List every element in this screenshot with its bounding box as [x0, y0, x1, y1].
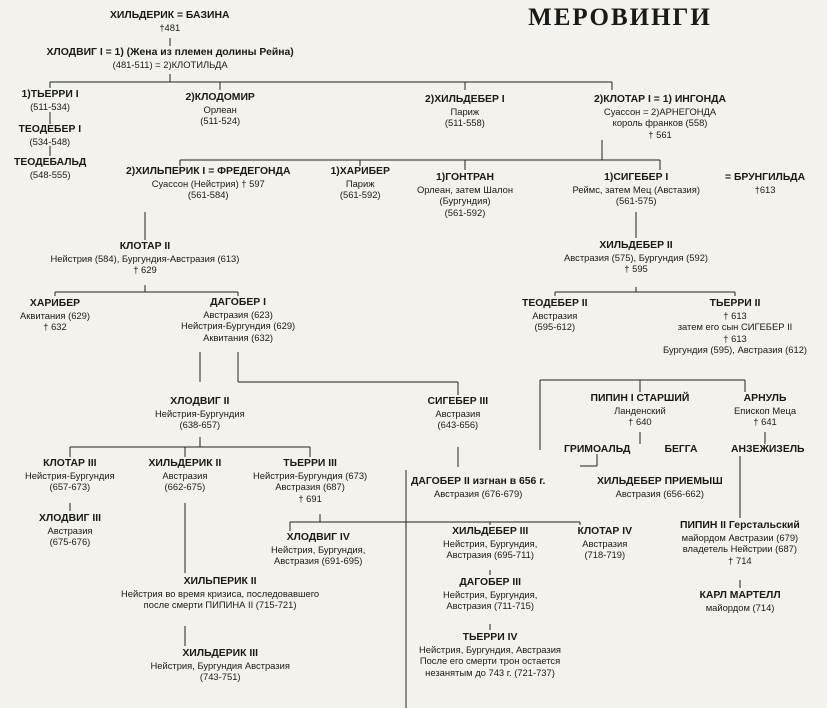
person-detail: Нейстрия-Бургундия (629) — [181, 320, 296, 332]
person-detail: † 691 — [298, 492, 322, 504]
person-detail: (561-592) — [339, 189, 381, 201]
person-dagober1 — [181, 297, 295, 343]
person-detail: Австразия — [162, 469, 208, 481]
person-detail: Австразия — [532, 309, 578, 321]
person-hilderik3 — [151, 648, 290, 683]
person-name: ХИЛЬДЕРИК = БАЗИНА — [110, 10, 230, 21]
person-teodeber1 — [19, 124, 82, 147]
person-detail: (743-751) — [199, 671, 241, 683]
person-name: ТЬЕРРИ II — [709, 298, 761, 309]
person-detail: Ланденский — [614, 404, 666, 416]
person-name: ДАГОБЕР I — [210, 297, 266, 308]
person-anzegizel — [731, 444, 805, 456]
person-hildeber3 — [443, 526, 537, 561]
person-name: 2)КЛОТАР I = 1) ИНГОНДА — [594, 94, 727, 105]
person-detail: (548-555) — [29, 168, 71, 180]
person-detail: † 613 — [723, 332, 747, 344]
person-name: ТЕОДЕБАЛЬД — [14, 157, 87, 168]
person-name: ХЛОДВИГ IV — [286, 532, 350, 543]
person-detail: (561-575) — [615, 195, 657, 207]
person-detail: Нейстрия, Бургундия, — [443, 588, 538, 600]
person-teodebald — [14, 157, 86, 180]
person-detail: † 640 — [628, 416, 652, 428]
person-detail: †613 — [754, 183, 776, 195]
person-detail: Австразия (623) — [203, 308, 273, 320]
person-detail: майордом (714) — [705, 601, 775, 613]
person-detail: (Бургундия) — [439, 195, 491, 207]
person-detail: (675-676) — [49, 536, 91, 548]
person-arnul — [734, 393, 796, 428]
person-name: ХИЛЬДЕБЕР III — [452, 526, 529, 537]
person-detail: Австразия — [582, 537, 628, 549]
person-name: ХЛОДВИГ I = 1) (Жена из племен долины Рейна) — [46, 47, 294, 58]
person-hlodomir — [186, 92, 255, 127]
person-detail: (643-656) — [437, 419, 479, 431]
person-hildeber1 — [425, 94, 505, 129]
person-hlotar1 — [594, 94, 726, 140]
person-detail: (657-673) — [49, 481, 91, 493]
person-name: ХИЛЬДЕРИК II — [148, 458, 222, 469]
person-detail: затем его сын СИГЕБЕР II — [677, 321, 793, 333]
person-name: КАРЛ МАРТЕЛЛ — [699, 590, 781, 601]
person-hilderik1 — [110, 10, 230, 33]
person-detail: Нейстрия во время кризиса, последовавшего — [121, 587, 320, 599]
person-detail: Орлеан — [203, 103, 237, 115]
person-hlodvig3 — [39, 513, 101, 548]
person-detail: (638-657) — [179, 419, 221, 431]
person-detail: (481-511) = 2)КЛОТИЛЬДА — [112, 58, 228, 70]
person-hlotar2 — [51, 241, 240, 276]
person-detail: † 629 — [133, 264, 157, 276]
person-name: АРНУЛЬ — [743, 393, 787, 404]
person-tierri4 — [419, 632, 561, 678]
person-name: ХИЛЬПЕРИК II — [183, 576, 257, 587]
person-begga — [665, 444, 698, 456]
person-detail: Бургундия (595), Австразия (612) — [663, 344, 808, 356]
person-detail: (561-592) — [444, 206, 486, 218]
person-haribert — [331, 166, 390, 201]
person-detail: (534-548) — [29, 135, 71, 147]
person-detail: Епископ Меца — [734, 404, 797, 416]
person-detail: Австразия (687) — [275, 481, 345, 493]
person-name: КЛОТАР III — [43, 458, 97, 469]
person-detail: (561-584) — [187, 189, 229, 201]
person-name: ХИЛЬДЕБЕР II — [599, 240, 673, 251]
person-name: ХАРИБЕР — [29, 298, 81, 309]
person-hlodvig1 — [47, 47, 294, 70]
person-detail: Аквитания (632) — [203, 331, 274, 343]
person-detail: владетель Нейстрии (687) — [682, 543, 798, 555]
person-name: ХЛОДВИГ III — [39, 513, 101, 524]
person-detail: король франков (558) — [612, 117, 708, 129]
person-detail: Париж — [450, 105, 480, 117]
person-detail: † 714 — [728, 554, 752, 566]
person-detail: Австразия (575), Бургундия (592) — [564, 251, 709, 263]
person-name: ХЛОДВИГ II — [170, 396, 230, 407]
person-hlotar4 — [578, 526, 633, 561]
person-name: ТЬЕРРИ III — [283, 458, 337, 469]
person-detail: Нейстрия-Бургундия — [25, 469, 115, 481]
person-name: КЛОТАР II — [119, 241, 171, 252]
person-name: ДАГОБЕР II изгнан в 656 г. — [411, 476, 546, 487]
person-name: ХИЛЬДЕРИК III — [182, 648, 259, 659]
person-detail: † 641 — [753, 416, 777, 428]
person-name: КЛОТАР IV — [577, 526, 633, 537]
person-detail: Париж — [345, 177, 375, 189]
person-detail: Австразия — [47, 524, 93, 536]
person-detail: † 613 — [723, 309, 747, 321]
person-detail: † 595 — [624, 263, 648, 275]
person-name: 1)ГОНТРАН — [436, 172, 494, 183]
person-detail: после смерти ПИПИНА II (715-721) — [143, 599, 297, 611]
person-detail: Австразия (695-711) — [446, 549, 534, 561]
person-teodeber2 — [522, 298, 588, 333]
person-name: = БРУНГИЛЬДА — [725, 172, 806, 183]
person-gontran — [417, 172, 513, 218]
chart-title: МЕРОВИНГИ — [528, 4, 712, 31]
person-name: ТЕОДЕБЕР II — [522, 298, 588, 309]
person-detail: † 561 — [648, 128, 672, 140]
person-detail: Нейстрия, Бургундия, Австразия — [419, 643, 562, 655]
person-hlodvig2 — [155, 396, 245, 431]
person-name: ХИЛЬДЕБЕР ПРИЕМЫШ — [597, 476, 723, 487]
person-name: ГРИМОАЛЬД — [564, 444, 631, 455]
person-detail: майордом Австразии (679) — [681, 531, 799, 543]
person-grimoald — [564, 444, 630, 456]
person-detail: Австразия — [435, 407, 481, 419]
person-name: ПИПИН II Герстальский — [680, 520, 800, 531]
person-name: БЕГГА — [664, 444, 698, 455]
person-detail: Суассон (Нейстрия) † 597 — [151, 177, 265, 189]
person-detail: (511-534) — [30, 100, 71, 112]
person-name: СИГЕБЕР III — [427, 396, 489, 407]
person-dagober3 — [443, 577, 537, 612]
person-detail: После его смерти трон остается — [419, 655, 561, 667]
person-tierri1 — [22, 89, 79, 112]
person-dagober2 — [411, 476, 545, 499]
person-detail: Австразия (711-715) — [446, 600, 534, 612]
person-name: 2)КЛОДОМИР — [185, 92, 255, 103]
person-detail: Нейстрия, Бургундия, — [443, 537, 538, 549]
person-detail: Нейстрия (584), Бургундия-Австразия (613) — [50, 252, 240, 264]
person-sigeber3 — [428, 396, 489, 431]
person-karl — [700, 590, 781, 613]
person-hilperik2 — [121, 576, 319, 611]
person-detail: Реймс, затем Мец (Австазия) — [572, 183, 700, 195]
person-name: ПИПИН I СТАРШИЙ — [590, 393, 690, 404]
person-detail: Австразия (676-679) — [434, 487, 523, 499]
person-detail: Орлеан, затем Шалон — [417, 183, 514, 195]
person-detail: (511-524) — [200, 115, 241, 127]
person-haribert2 — [20, 298, 90, 333]
person-detail: † 632 — [43, 321, 67, 333]
person-hildeber2 — [564, 240, 708, 275]
person-detail: Нейстрия-Бургундия (673) — [253, 469, 368, 481]
person-name: ТЬЕРРИ IV — [462, 632, 518, 643]
person-detail: Суассон = 2)АРНЕГОНДА — [603, 105, 717, 117]
person-name: 1)ХАРИБЕР — [330, 166, 390, 177]
person-pipin1 — [591, 393, 690, 428]
person-hlotar3 — [25, 458, 115, 493]
person-detail: Аквитания (629) — [20, 309, 90, 321]
person-name: 2)ХИЛЬПЕРИК I = ФРЕДЕГОНДА — [126, 166, 291, 177]
person-detail: Нейстрия, Бургундия Австразия — [150, 659, 290, 671]
person-name: ДАГОБЕР III — [459, 577, 521, 588]
person-sigeber1 — [573, 172, 700, 207]
person-detail: (595-612) — [534, 321, 576, 333]
person-detail: Нейстрия, Бургундия, — [271, 543, 366, 555]
person-tierri2 — [663, 298, 807, 356]
person-tierri3 — [253, 458, 367, 504]
person-detail: Нейстрия-Бургундия — [155, 407, 245, 419]
person-name: 1)СИГЕБЕР I — [604, 172, 669, 183]
person-hlodvig4 — [271, 532, 365, 567]
person-pipin2 — [680, 520, 800, 566]
person-name: АНЗЕЖИЗЕЛЬ — [731, 444, 805, 455]
person-detail: Австразия (691-695) — [274, 555, 363, 567]
person-detail: (718-719) — [584, 549, 626, 561]
person-detail: (511-558) — [444, 117, 485, 129]
person-name: ТЕОДЕБЕР I — [18, 124, 82, 135]
person-hilderik2 — [149, 458, 222, 493]
person-brunhilda — [725, 172, 805, 195]
person-name: 2)ХИЛЬДЕБЕР I — [425, 94, 505, 105]
person-detail: незанятым до 743 г. (721-737) — [425, 666, 555, 678]
person-name: 1)ТЬЕРРИ I — [21, 89, 79, 100]
person-hildeber-adopt — [597, 476, 723, 499]
person-detail: Австразия (656-662) — [615, 487, 704, 499]
person-hilperik1 — [126, 166, 290, 201]
person-detail: (662-675) — [164, 481, 206, 493]
person-detail: †481 — [159, 21, 181, 33]
